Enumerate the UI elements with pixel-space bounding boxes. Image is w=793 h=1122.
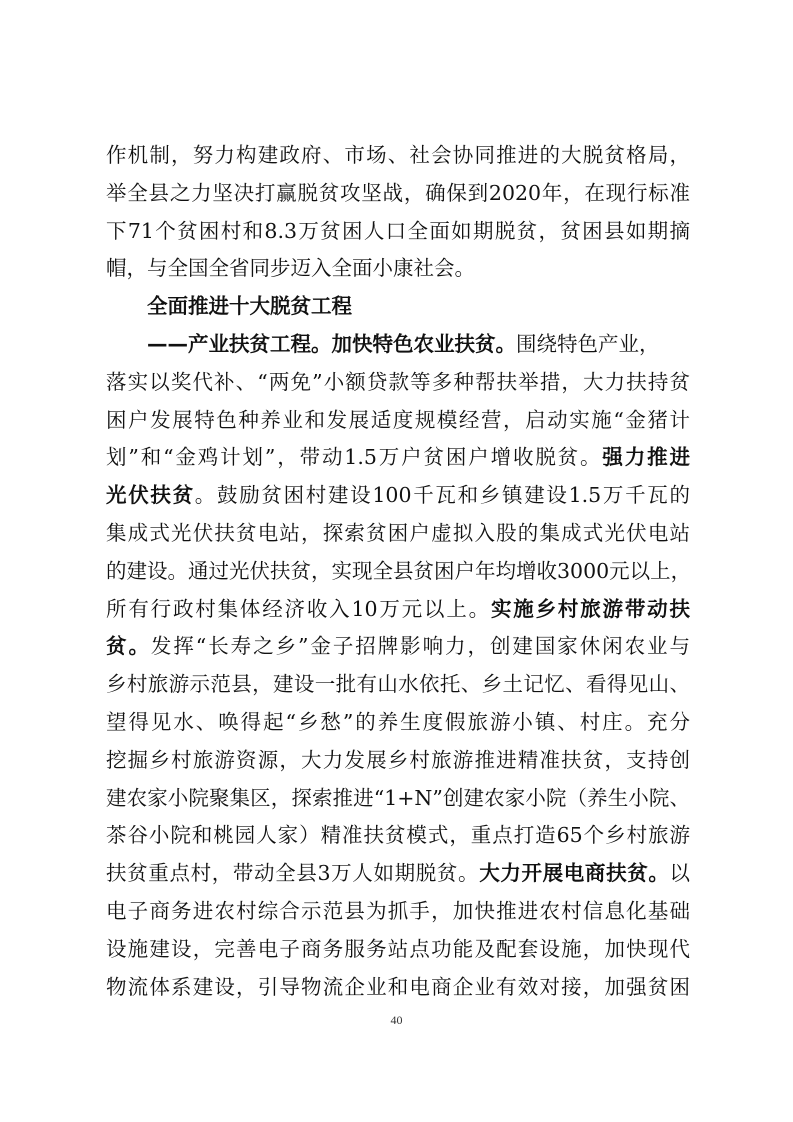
text-run: 围绕特色产业， [516,331,660,356]
text-run: 发挥“长寿之乡”金子招牌影响力，创建国家休闲农业与 [150,634,690,659]
paragraph-line: 电子商务进农村综合示范县为抓手，加快推进农村信息化基础 [106,898,690,923]
text-run: 扶贫重点村，带动全县3万人如期脱贫。 [106,861,480,886]
paragraph-line: 设施建设，完善电子商务服务站点功能及配套设施，加快现代 [106,936,690,961]
text-run: 以 [669,861,691,886]
paragraph-line: 作机制，努力构建政府、市场、社会协同推进的大脱贫格局， [106,143,690,167]
bold-run: 贫。 [106,634,151,659]
paragraph-line: 落实以奖代补、“两免”小额贷款等多种帮扶举措，大力扶持贫 [106,369,690,394]
text-run: 划”和“金鸡计划”，带动1.5万户贫困户增收脱贫。 [106,445,603,470]
bold-run: 实施乡村旅游带动扶 [490,596,690,621]
paragraph-line [106,591,690,629]
paragraph-line: 乡村旅游示范县，建设一批有山水依托、乡土记忆、看得见山、 [106,672,690,697]
paragraph-line: 帽，与全国全省同步迈入全面小康社会。 [106,256,475,281]
bold-run: 光伏扶贫 [106,483,195,508]
paragraph-line: 下71个贫困村和8.3万贫困人口全面如期脱贫，贫困县如期摘 [106,218,690,243]
paragraph-line [106,855,690,893]
bold-run: ——产业扶贫工程。加快特色农业扶贫。 [147,331,516,356]
body-text [106,137,690,1006]
text-run: 。鼓励贫困村建设100千瓦和乡镇建设1.5万千瓦的 [194,483,690,508]
paragraph-line: 举全县之力坚决打赢脱贫攻坚战，确保到2020年，在现行标准 [106,180,690,205]
paragraph-line: 集成式光伏扶贫电站，探索贫困户虚拟入股的集成式光伏电站 [106,520,690,545]
text-run: 所有行政村集体经济收入10万元以上。 [106,596,491,621]
paragraph-line [106,628,690,666]
paragraph-line [106,326,690,364]
paragraph-line [106,439,690,477]
paragraph-line: 物流体系建设，引导物流企业和电商企业有效对接，加强贫困 [106,974,690,999]
paragraph-line: 建农家小院聚集区，探索推进“1+N”创建农家小院（养生小院、 [106,785,690,810]
bold-run: 强力推进 [602,445,690,470]
paragraph-line [106,477,690,515]
paragraph-line: 茶谷小院和桃园人家）精准扶贫模式，重点打造65个乡村旅游 [106,823,690,848]
paragraph-line: 望得见水、唤得起“乡愁”的养生度假旅游小镇、村庄。充分 [106,709,690,734]
paragraph-line: 困户发展特色种养业和发展适度规模经营，启动实施“金猪计 [106,407,690,432]
paragraph-line: 挖掘乡村旅游资源，大力发展乡村旅游推进精准扶贫，支持创 [106,747,690,772]
bold-run: 大力开展电商扶贫。 [479,861,670,886]
section-heading: 全面推进十大脱贫工程 [147,294,352,319]
page-number: 40 [390,1013,403,1027]
paragraph-line: 的建设。通过光伏扶贫，实现全县贫困户年均增收3000元以上， [106,558,692,583]
